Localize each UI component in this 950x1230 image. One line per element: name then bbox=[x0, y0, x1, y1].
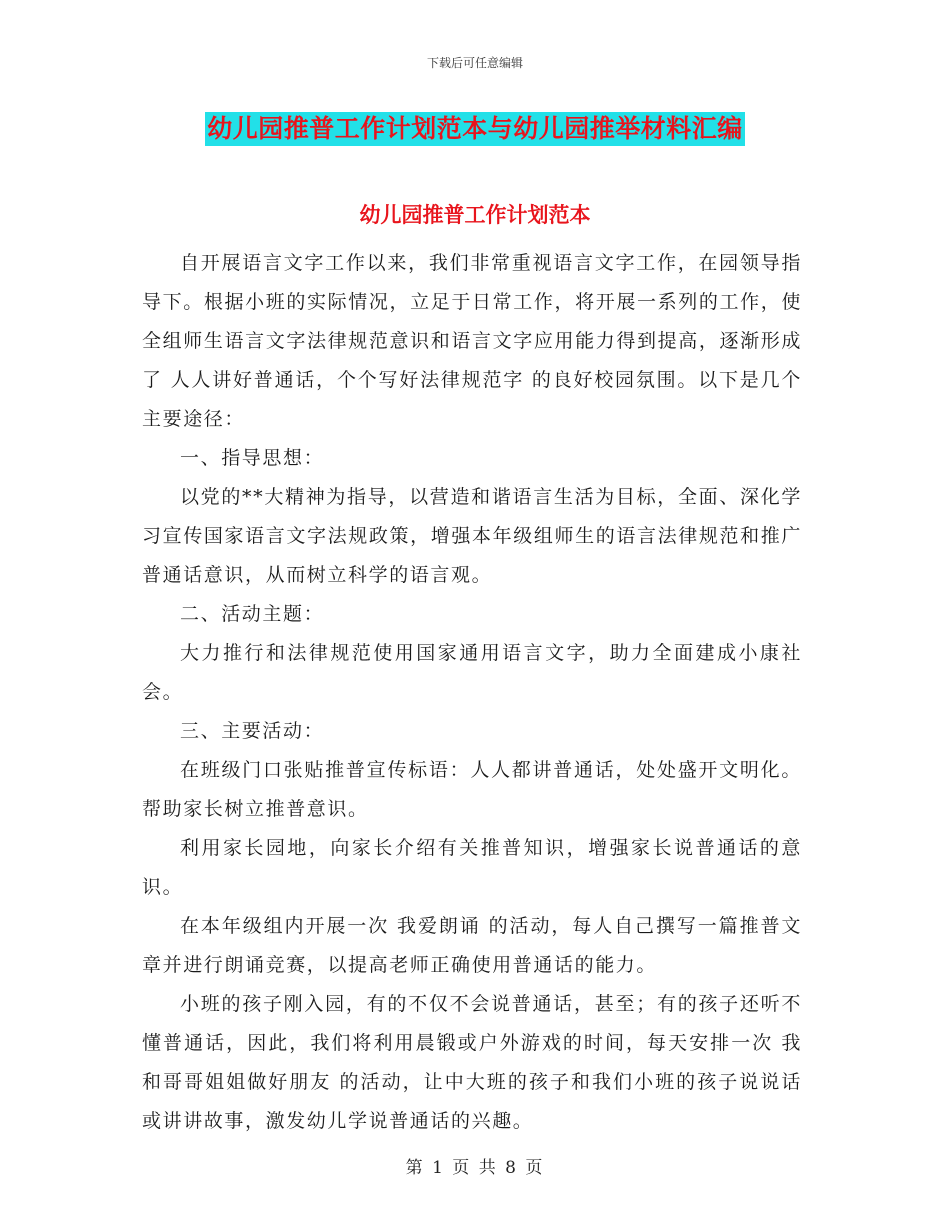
paragraph-activity-friends: 小班的孩子刚入园，有的不仅不会说普通话，甚至；有的孩子还听不懂普通话，因此，我们将利用晨锻或户外游戏的时间，每天安排一次 我和哥哥姐姐做好朋友 的活动，让中大班的孩子和我们小班的孩子说说话或讲讲故事，激发幼儿学说普通话的兴趣。 bbox=[142, 993, 802, 1132]
heading-guiding-ideology: 一、指导思想： bbox=[180, 447, 325, 469]
document-body bbox=[142, 244, 802, 1141]
paragraph-activity-theme: 大力推行和法律规范使用国家通用语言文字，助力全面建成小康社会。 bbox=[142, 642, 802, 703]
section-title: 幼儿园推普工作计划范本 bbox=[359, 202, 591, 227]
heading-activity-theme: 二、活动主题： bbox=[180, 603, 325, 625]
page-footer: 第 1 页 共 8 页 bbox=[405, 1158, 545, 1178]
paragraph-guiding-ideology: 以党的**大精神为指导，以营造和谐语言生活为目标，全面、深化学习宣传国家语言文字法规政策，增强本年级组师生的语言法律规范和推广普通话意识，从而树立科学的语言观。 bbox=[142, 486, 802, 586]
paragraph-intro: 自开展语言文字工作以来，我们非常重视语言文字工作，在园领导指导下。根据小班的实际情况，立足于日常工作，将开展一系列的工作，使全组师生语言文字法律规范意识和语言文字应用能力得到提高，逐渐形成了 人人讲好普通话，个个写好法律规范字 的良好校园氛围。以下是几个主要途径： bbox=[142, 252, 802, 430]
main-title-wrapper bbox=[0, 112, 950, 146]
header-note: 下载后可任意编辑 bbox=[426, 56, 523, 70]
main-title: 幼儿园推普工作计划范本与幼儿园推举材料汇编 bbox=[205, 112, 745, 146]
paragraph-activity-parents: 利用家长园地，向家长介绍有关推普知识，增强家长说普通话的意识。 bbox=[142, 837, 802, 898]
paragraph-activity-slogans: 在班级门口张贴推普宣传标语：人人都讲普通话，处处盛开文明化。帮助家长树立推普意识。 bbox=[142, 759, 802, 820]
heading-main-activities: 三、主要活动： bbox=[180, 720, 325, 742]
paragraph-activity-recital: 在本年级组内开展一次 我爱朗诵 的活动，每人自己撰写一篇推普文章并进行朗诵竞赛，以提高老师正确使用普通话的能力。 bbox=[142, 915, 802, 976]
